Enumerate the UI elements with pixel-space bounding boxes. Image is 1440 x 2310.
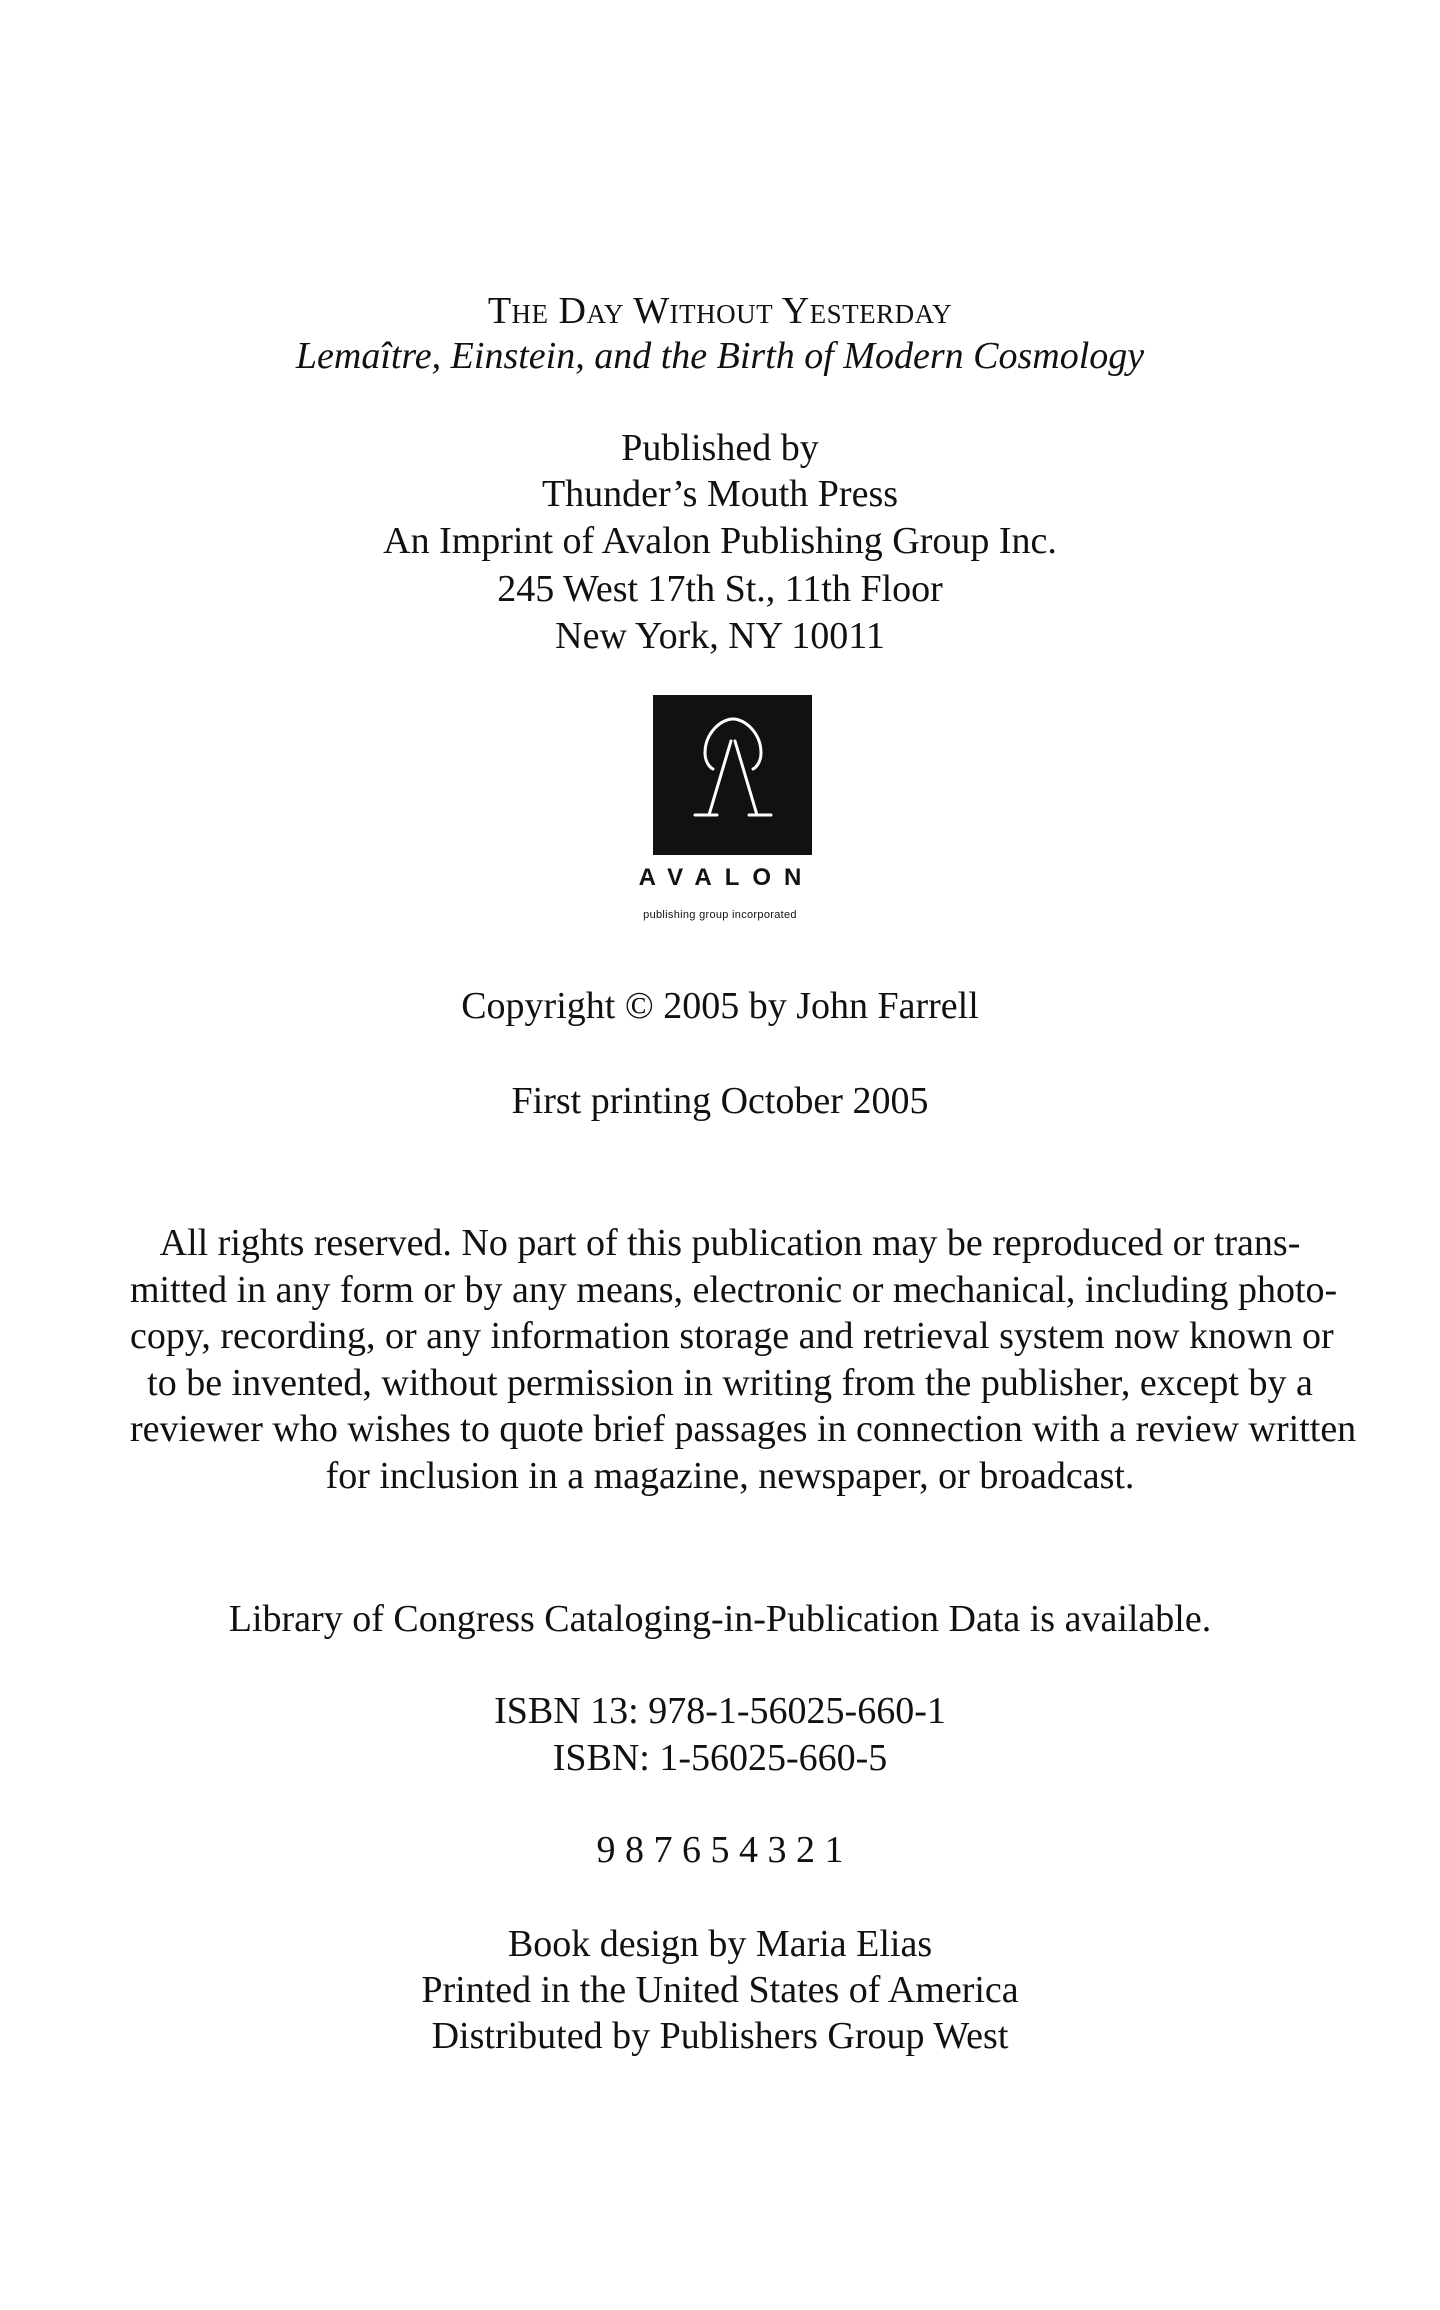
rights-line: All rights reserved. No part of this publication may be reproduced or trans-: [159, 1222, 1301, 1264]
book-subtitle: Lemaître, Einstein, and the Birth of Modern Cosmology: [295, 335, 1145, 377]
book-title: The Day Without Yesterday: [487, 290, 953, 332]
first-printing: First printing October 2005: [511, 1080, 929, 1122]
rights-line: to be invented, without permission in writing from the publisher, except by a: [147, 1361, 1313, 1404]
rights-line: copy, recording, or any information storage and retrieval system now known or: [130, 1315, 1334, 1357]
rights-reserved-paragraph: [130, 1220, 1357, 1499]
avalon-tagline: publishing group incorporated: [643, 909, 797, 921]
printed-in-credit: Printed in the United States of America: [421, 1969, 1019, 2011]
cip-statement: Library of Congress Cataloging-in-Publication Data is available.: [228, 1598, 1212, 1640]
publisher-name: Thunder’s Mouth Press: [541, 473, 899, 515]
isbn-10: ISBN: 1-56025-660-5: [552, 1737, 888, 1779]
book-design-credit: Book design by Maria Elias: [507, 1923, 933, 1965]
published-by-label: Published by: [621, 427, 819, 469]
rights-line: mitted in any form or by any means, electronic or mechanical, including photo-: [130, 1268, 1338, 1311]
copyright-notice: Copyright © 2005 by John Farrell: [461, 985, 979, 1027]
publisher-city: New York, NY 10011: [555, 615, 885, 657]
publisher-street-address: 245 West 17th St., 11th Floor: [497, 568, 943, 610]
distributor-credit: Distributed by Publishers Group West: [431, 2015, 1009, 2057]
isbn-13: ISBN 13: 978-1-56025-660-1: [494, 1690, 946, 1732]
avalon-logo-icon: [653, 695, 812, 855]
rights-line: for inclusion in a magazine, newspaper, or broadcast.: [325, 1454, 1135, 1497]
printer-key: 9 8 7 6 5 4 3 2 1: [596, 1829, 844, 1871]
avalon-wordmark: AVALON: [638, 864, 815, 891]
publisher-imprint: An Imprint of Avalon Publishing Group Inc.: [383, 520, 1057, 562]
rights-line: reviewer who wishes to quote brief passages in connection with a review written: [130, 1408, 1357, 1450]
